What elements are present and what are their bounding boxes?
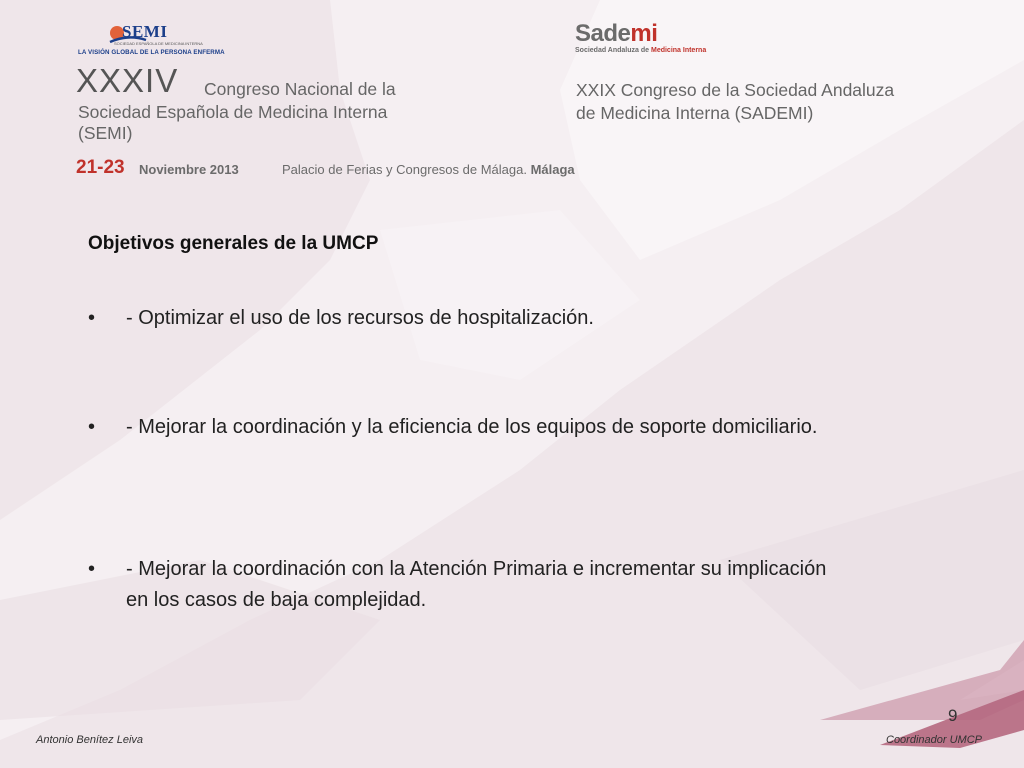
congress-number: XXXIV — [76, 62, 179, 99]
sademi-congress-title — [576, 79, 894, 125]
sademi-tagline-accent: Medicina Interna — [650, 47, 707, 54]
semi-logo-small-text: SOCIEDAD ESPAÑOLA DE MEDICINA INTERNA — [114, 41, 203, 46]
congress-venue-name: Palacio de Ferias y Congresos de Málaga. — [282, 162, 527, 177]
sademi-congress-line2: de Medicina Interna (SADEMI) — [576, 103, 814, 123]
congress-month: Noviembre 2013 — [139, 162, 239, 177]
sademi-logo-tagline — [575, 47, 706, 54]
semi-logo-tagline: LA VISIÓN GLOBAL DE LA PERSONA ENFERMA — [78, 49, 225, 56]
bullet-text: - Mejorar la coordinación y la eficiencia de los equipos de soporte domiciliario. — [126, 416, 818, 438]
slide-title: Objetivos generales de la UMCP — [88, 233, 379, 254]
congress-title-line2: Sociedad Española de Medicina Interna — [78, 102, 388, 122]
bullet-text: - Optimizar el uso de los recursos de hospitalización. — [126, 307, 594, 329]
congress-title-line1: Congreso Nacional de la — [204, 79, 396, 99]
semi-logo-name: SEMI — [122, 22, 168, 41]
sademi-congress-line1: XXIX Congreso de la Sociedad Andaluza — [576, 80, 895, 100]
congress-venue — [282, 162, 575, 177]
sademi-logo-name-main: Sade — [575, 20, 631, 47]
congress-city: Málaga — [530, 162, 575, 177]
footer-role: Coordinador UMCP — [886, 734, 982, 746]
bullet-marker: • — [88, 307, 96, 329]
bullet-marker: • — [88, 558, 96, 580]
sademi-logo-name-accent: mi — [630, 20, 658, 47]
congress-title-rest — [78, 102, 387, 144]
congress-title-line3: (SEMI) — [78, 123, 133, 143]
bullet-text: - Mejorar la coordinación con la Atención Primaria e incrementar su implicación en los casos de baja complejidad. — [126, 558, 827, 611]
bullet-marker: • — [88, 416, 96, 438]
footer-author: Antonio Benítez Leiva — [36, 734, 144, 746]
page-number: 9 — [948, 706, 958, 725]
sademi-tagline-main: Sociedad Andaluza de — [575, 47, 651, 54]
congress-dates: 21-23 — [76, 157, 125, 178]
sademi-logo-name — [575, 20, 657, 48]
